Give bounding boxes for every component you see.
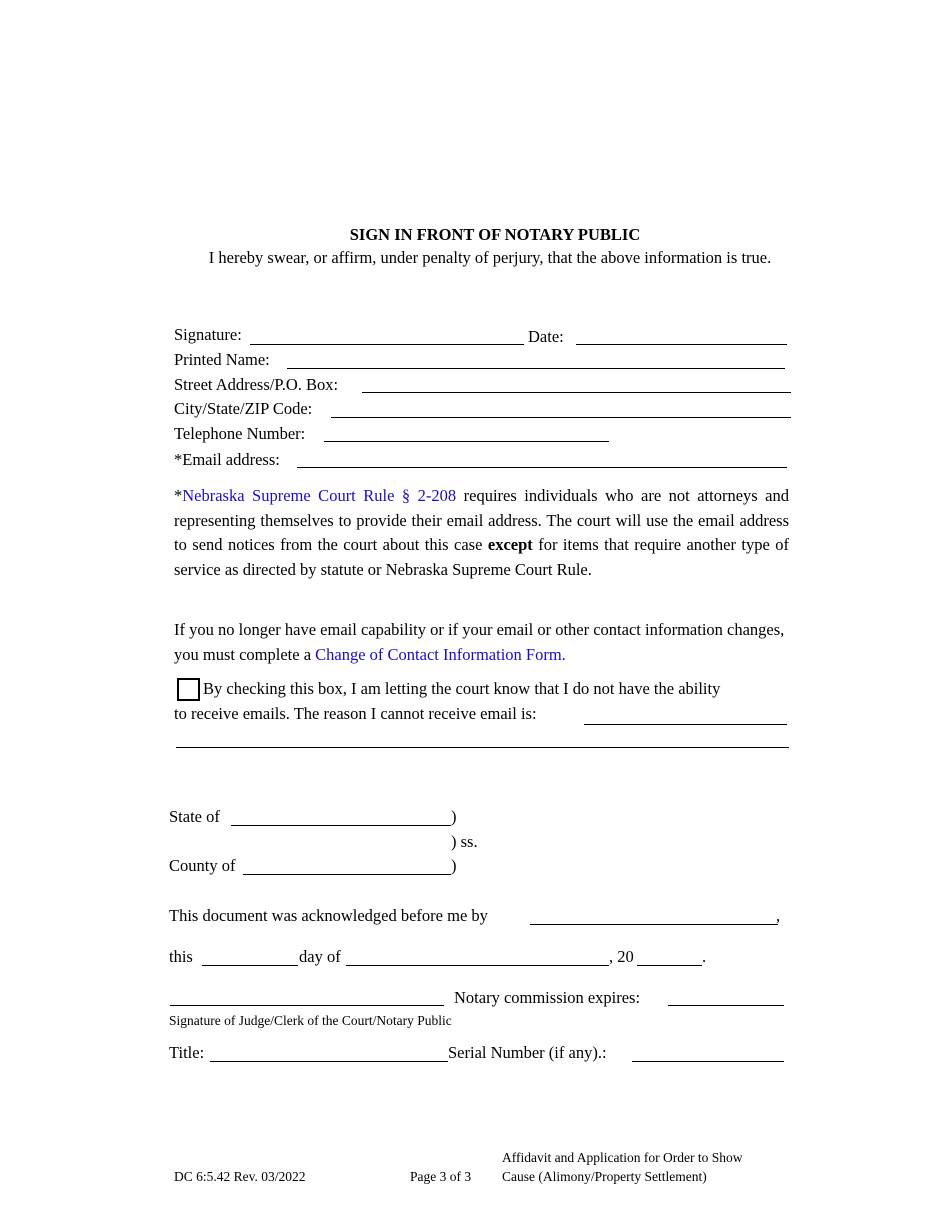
- year-period: .: [702, 947, 707, 966]
- street-address-line[interactable]: [362, 392, 791, 393]
- signature-label: Signature:: [174, 325, 242, 344]
- no-email-checkbox[interactable]: [177, 678, 200, 701]
- telephone-line[interactable]: [324, 441, 609, 442]
- year-line[interactable]: [637, 965, 702, 966]
- city-state-zip-line[interactable]: [331, 417, 791, 418]
- serial-number-line[interactable]: [632, 1061, 784, 1062]
- email-line[interactable]: [297, 467, 787, 468]
- paren-2: ): [451, 856, 457, 875]
- except-emphasis: except: [487, 535, 533, 554]
- month-line[interactable]: [346, 965, 609, 966]
- street-address-label: Street Address/P.O. Box:: [174, 375, 339, 394]
- no-email-text-1: By checking this box, I am letting the court know that I do not have the ability: [203, 679, 721, 698]
- year-prefix: , 20: [609, 947, 634, 966]
- ss-label: ) ss.: [451, 832, 478, 851]
- acknowledged-label: This document was acknowledged before me by: [169, 906, 488, 925]
- commission-expires-line[interactable]: [668, 1005, 784, 1006]
- form-number: DC 6:5.42 Rev. 03/2022: [174, 1169, 306, 1184]
- acknowledged-by-line[interactable]: [530, 924, 778, 925]
- no-email-reason-line[interactable]: [584, 724, 787, 725]
- notice-text-2: for items that require another type of service as directed by statute or Nebraska Supreme Court Rule.: [174, 535, 789, 579]
- date-label: Date:: [528, 327, 564, 346]
- printed-name-line[interactable]: [287, 368, 785, 369]
- signature-caption: Signature of Judge/Clerk of the Court/Notary Public: [169, 1013, 452, 1028]
- state-of-label: State of: [169, 807, 220, 826]
- email-notice-paragraph: [174, 484, 789, 582]
- notice-text-1: requires individuals who are not attorneys and representing themselves to provide their email address. The court will use the email address to send notices from the court about this case: [174, 486, 790, 554]
- county-of-label: County of: [169, 856, 236, 875]
- date-line[interactable]: [576, 344, 787, 345]
- this-label: this: [169, 947, 193, 966]
- city-state-zip-label: City/State/ZIP Code:: [174, 399, 313, 418]
- doc-title-line-1: Affidavit and Application for Order to Show: [502, 1150, 743, 1165]
- county-line[interactable]: [243, 874, 451, 875]
- contact-form-link[interactable]: Change of Contact Information Form.: [315, 644, 566, 664]
- commission-expires-label: Notary commission expires:: [454, 988, 641, 1007]
- no-email-text-2: to receive emails. The reason I cannot receive email is:: [174, 704, 537, 723]
- no-email-reason-line-2[interactable]: [176, 747, 789, 748]
- state-line[interactable]: [231, 825, 451, 826]
- day-of-label: day of: [299, 947, 341, 966]
- notary-signature-line[interactable]: [170, 1005, 444, 1006]
- contact-change-text: If you no longer have email capability or if your email or other contact information changes, you must complete a: [174, 620, 785, 664]
- rule-link[interactable]: Nebraska Supreme Court Rule § 2-208: [182, 486, 457, 505]
- page-title: SIGN IN FRONT OF NOTARY PUBLIC: [349, 225, 641, 244]
- day-line[interactable]: [202, 965, 298, 966]
- page-number: Page 3 of 3: [410, 1169, 472, 1184]
- oath-statement: I hereby swear, or affirm, under penalty of perjury, that the above information is true.: [208, 248, 772, 267]
- title-line[interactable]: [210, 1061, 448, 1062]
- serial-number-label: Serial Number (if any).:: [448, 1043, 607, 1062]
- paren-1: ): [451, 807, 457, 826]
- telephone-label: Telephone Number:: [174, 424, 306, 443]
- signature-line[interactable]: [250, 344, 524, 345]
- asterisk: *: [174, 486, 183, 505]
- acknowledged-comma: ,: [776, 906, 781, 925]
- title-label: Title:: [169, 1043, 205, 1062]
- printed-name-label: Printed Name:: [174, 350, 270, 369]
- doc-title-line-2: Cause (Alimony/Property Settlement): [502, 1169, 707, 1184]
- email-label: *Email address:: [174, 450, 280, 469]
- contact-change-paragraph: [174, 618, 789, 667]
